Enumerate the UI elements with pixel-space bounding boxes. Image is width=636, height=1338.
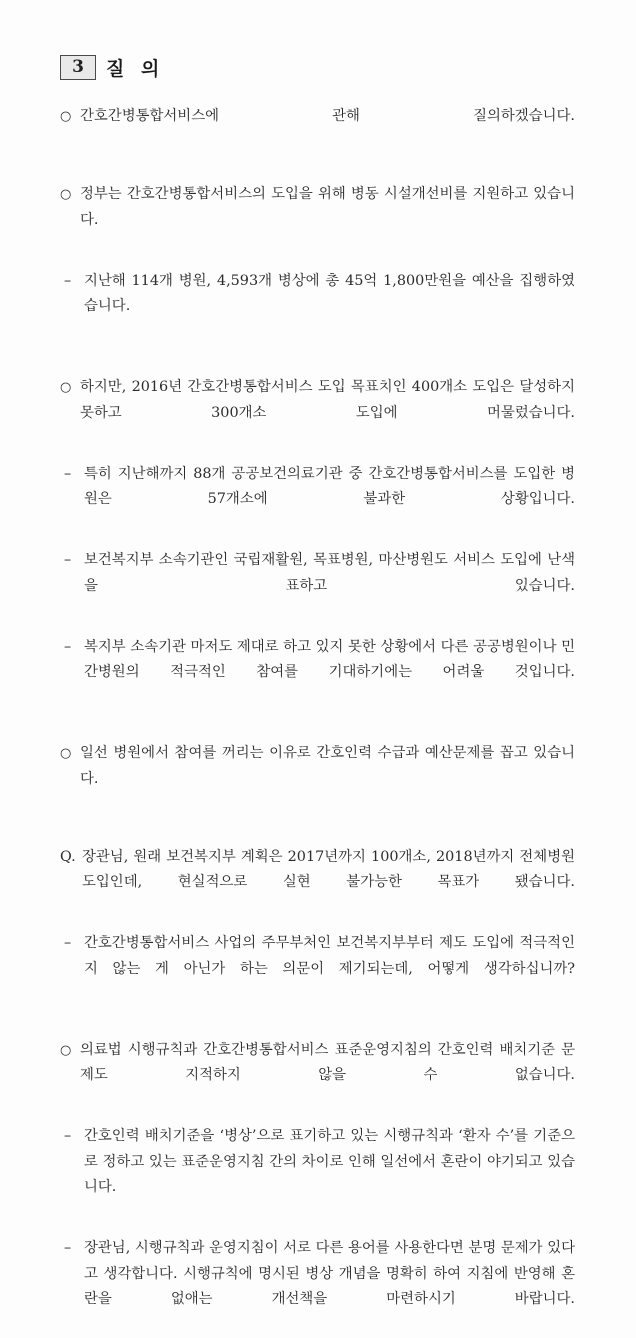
paragraph-q6-d2 [64,1236,575,1338]
paragraph-text: 하지만, 2016년 간호간병통합서비스 도입 목표치인 400개소 도입은 달성하지 못하고 300개소 도입에 머물렀습니다. [80,379,575,421]
list-marker: ○ [60,380,72,395]
paragraph-spacer [0,1114,636,1124]
paragraph-spacer [0,625,636,635]
list-marker: Q. [60,848,76,865]
list-marker: ○ [60,187,72,202]
paragraph-q3 [60,375,575,452]
paragraph-text: 일선 병원에서 참여를 꺼리는 이유로 간호인력 수급과 예산문제를 꼽고 있습니다. [80,745,575,787]
paragraph-spacer [0,259,636,269]
paragraph-spacer [0,345,636,375]
paragraph-spacer [0,155,636,182]
paragraph-spacer [0,711,636,741]
paragraph-text: 장관님, 시행규칙과 운영지침이 서로 다른 용어를 사용한다면 분명 문제가 있다고 생각합니다. 시행규칙에 명시된 병상 개념을 명확히 하여 지침에 반영해 혼란을 없애는 개선책을 마련하시기 바랍니다. [84,1240,575,1307]
paragraph-q3-d1 [64,462,575,539]
section-number-box: 3 [60,55,96,80]
page-title: 질 의 [106,58,165,80]
paragraph-spacer [0,1226,636,1236]
paragraph-q3-d2 [64,548,575,625]
list-marker: – [64,1240,72,1256]
paragraph-text: 간호인력 배치기준을 ‘병상’으로 표기하고 있는 시행규칙과 ‘환자 수’를 기준으로 정하고 있는 표준운영지침 간의 차이로 인해 일선에서 혼란이 야기되고 있습니다. [84,1128,575,1195]
paragraph-text: 장관님, 원래 보건복지부 계획은 2017년까지 100개소, 2018년까지 전체병원 도입인데, 현실적으로 실현 불가능한 목표가 됐습니다. [82,848,575,890]
list-marker: – [64,552,72,568]
paragraph-spacer [0,921,636,931]
paragraph-q4 [60,741,575,818]
section-heading [60,54,164,81]
list-marker: – [64,465,72,482]
paragraph-q2 [60,182,575,259]
list-marker: – [64,638,72,655]
paragraph-q5-d1 [64,931,575,1008]
list-marker: ○ [60,746,72,761]
paragraph-q5 [60,845,575,922]
paragraph-text: 지난해 114개 병원, 4,593개 병상에 총 45억 1,800만원을 예산을 집행하였습니다. [84,272,575,314]
list-marker: ○ [60,109,72,124]
paragraph-text: 간호간병통합서비스 사업의 주무부처인 보건복지부부터 제도 도입에 적극적인지 않는 게 아닌가 하는 의문이 제기되는데, 어떻게 생각하십니까? [84,935,575,977]
paragraph-text: 정부는 간호간병통합서비스의 도입을 위해 병동 시설개선비를 지원하고 있습니다. [80,186,575,228]
paragraph-spacer [0,818,636,845]
paragraph-text: 복지부 소속기관 마저도 제대로 하고 있지 못한 상황에서 다른 공공병원이나 민간병원의 적극적인 참여를 기대하기에는 어려울 것입니다. [84,638,575,680]
paragraph-q6-d1 [64,1124,575,1226]
list-marker: – [64,935,72,951]
paragraph-text: 특히 지난해까지 88개 공공보건의료기관 중 간호간병통합서비스를 도입한 병원은 57개소에 불과한 상황입니다. [84,465,575,507]
paragraph-text: 보건복지부 소속기관인 국립재활원, 목표병원, 마산병원도 서비스 도입에 난색을 표하고 있습니다. [84,552,575,594]
paragraph-spacer [0,1008,636,1038]
document-body [0,104,636,1338]
list-marker: ○ [60,1042,72,1058]
list-marker: – [64,272,72,289]
paragraph-q1 [60,104,575,155]
paragraph-q6 [60,1038,575,1115]
paragraph-text: 의료법 시행규칙과 간호간병통합서비스 표준운영지침의 간호인력 배치기준 문제도 지적하지 않을 수 없습니다. [80,1041,575,1083]
paragraph-text: 간호간병통합서비스에 관해 질의하겠습니다. [80,108,575,124]
paragraph-spacer [0,452,636,462]
paragraph-q3-d3 [64,635,575,712]
list-marker: – [64,1128,72,1144]
paragraph-q2-d1 [64,269,575,346]
paragraph-spacer [0,538,636,548]
